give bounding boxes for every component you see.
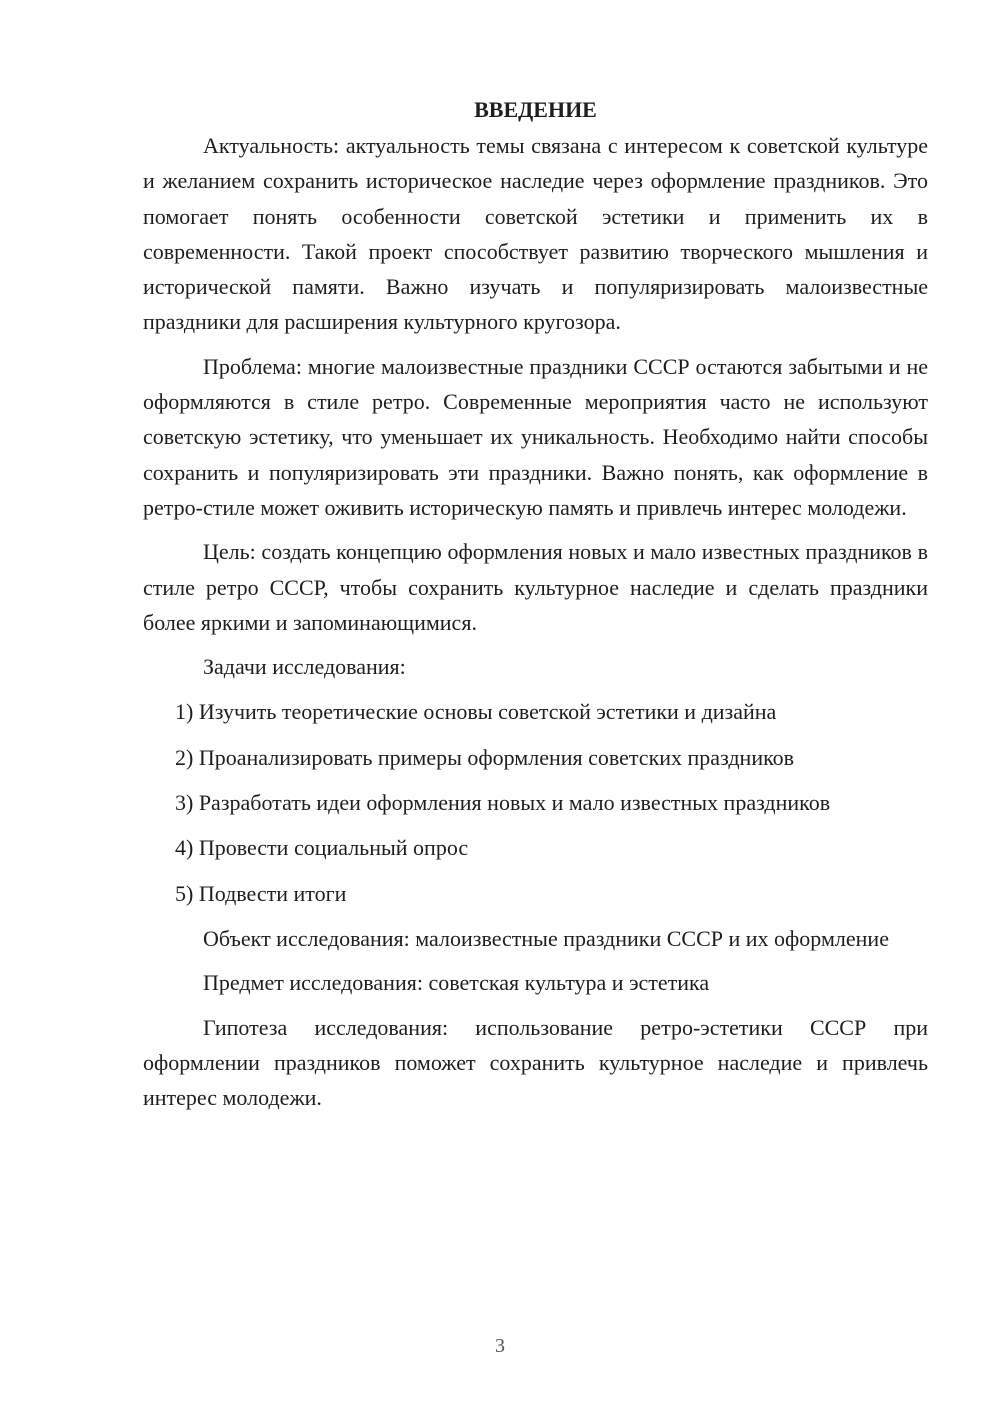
task-item: 1) Изучить теоретические основы советской эстетики и дизайна xyxy=(175,699,777,725)
page-title: ВВЕДЕНИЕ xyxy=(474,97,597,122)
task-item: 2) Проанализировать примеры оформления советских праздников xyxy=(175,744,795,770)
paragraph-object: Объект исследования: малоизвестные праздники СССР и их оформление xyxy=(203,925,889,951)
document-page xyxy=(143,92,928,1124)
task-item: 3) Разработать идеи оформления новых и мало известных праздников xyxy=(175,790,831,816)
paragraph-subject: Предмет исследования: советская культура и эстетика xyxy=(203,970,710,996)
task-item: 5) Подвести итоги xyxy=(175,880,347,906)
paragraph-problem: Проблема: многие малоизвестные праздники СССР остаются забытыми и не оформляются в стиле ретро. Современные мероприятия часто не используют советскую эстетику, что уменьшает их уникальность. Необходимо найти способы сохранить и популяризировать эти праздники. Важно понять, как оформление в ретро-стиле может оживить историческую память и привлечь интерес молодежи. xyxy=(143,353,928,520)
tasks-label: Задачи исследования: xyxy=(203,654,406,680)
paragraph-goal: Цель: создать концепцию оформления новых и мало известных праздников в стиле ретро СССР, чтобы сохранить культурное наследие и сделать праздники более яркими и запоминающимися. xyxy=(143,539,928,635)
paragraph-hypothesis: Гипотеза исследования: использование ретро-эстетики СССР при оформлении праздников поможет сохранить культурное наследие и привлечь интерес молодежи. xyxy=(143,1014,928,1111)
page-number: 3 xyxy=(495,1335,505,1357)
task-item: 4) Провести социальный опрос xyxy=(175,835,469,861)
paragraph-relevance: Актуальность: актуальность темы связана с интересом к советской культуре и желанием сохранить историческое наследие через оформление праздников. Это помогает понять особенности советской эстетики и применить их в современности. Такой проект способствует развитию творческого мышления и исторической памяти. Важно изучать и популяризировать малоизвестные праздники для расширения культурного кругозора. xyxy=(143,133,928,335)
